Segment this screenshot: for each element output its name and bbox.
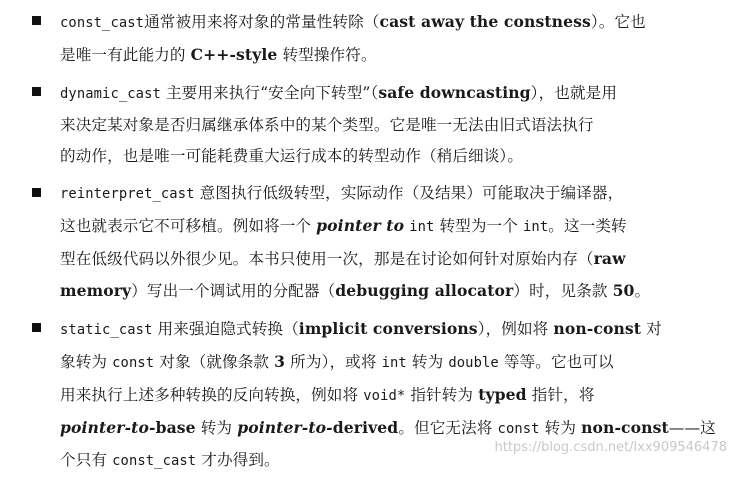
- paragraph-line: [60, 6, 715, 39]
- paragraph-reinterpret-cast: [60, 178, 715, 307]
- text-run: 通常被用来将对象的常量性转除（: [144, 13, 380, 31]
- bullet-square-icon: [32, 87, 41, 96]
- text-run: 50: [612, 281, 635, 300]
- bullet-item-dynamic-cast: [24, 77, 715, 172]
- text-run: 型在低级代码以外很少见。本书只使用一次，那是在讨论如何针对原始内存（: [60, 250, 594, 268]
- paragraph-dynamic-cast: [60, 77, 715, 172]
- text-run: memory: [60, 281, 132, 300]
- bullet-item-reinterpret-cast: [24, 178, 715, 307]
- text-run: ），例如将: [477, 320, 554, 338]
- code-token: int: [523, 219, 549, 235]
- text-run: 3: [274, 352, 286, 371]
- paragraph-line: [60, 243, 715, 275]
- text-run: 来决定某对象是否归属继承体系中的某个类型。它是唯一无法由旧式语法执行: [60, 116, 594, 134]
- text-run: 指针转为: [405, 386, 479, 404]
- code-token: double: [448, 355, 499, 371]
- bullet-item-const-cast: [24, 6, 715, 71]
- text-run: 指针，将: [526, 386, 595, 404]
- text-run: 的动作，也是唯一可能耗费重大运行成本的转型动作（稍后细谈）。: [60, 147, 524, 165]
- text-run: 是唯一有此能力的: [60, 46, 191, 64]
- text-run: 对: [641, 320, 662, 338]
- paragraph-line: [60, 39, 715, 71]
- text-run: 。: [634, 282, 651, 300]
- text-run: non-const: [553, 319, 642, 338]
- text-run: safe downcasting: [378, 83, 531, 102]
- code-token: static_cast: [60, 322, 153, 338]
- code-token: const_cast: [112, 453, 197, 469]
- code-token: reinterpret_cast: [60, 186, 195, 202]
- text-run: ）写出一个调试用的分配器（: [131, 282, 336, 300]
- paragraph-line: [60, 346, 715, 379]
- code-token: dynamic_cast: [60, 86, 161, 102]
- watermark-text: https://blog.csdn.net/lxx909546478: [494, 440, 727, 455]
- text-run: pointer to: [316, 216, 405, 235]
- text-run: 意图执行低级转型，实际动作（及结果）可能取决于编译器，: [194, 184, 624, 202]
- text-run: 等等。它也可以: [498, 353, 614, 371]
- paragraph-line: [60, 275, 715, 307]
- text-run: 用来执行上述多种转换的反向转换，例如将: [60, 386, 364, 404]
- text-run: 转为: [195, 419, 238, 437]
- text-run: pointer-to-: [60, 418, 156, 437]
- text-run: ）时，见条款: [513, 282, 613, 300]
- paragraph-const-cast: [60, 6, 715, 71]
- code-token: void*: [363, 388, 406, 404]
- text-run: typed: [478, 385, 527, 404]
- paragraph-line: [60, 77, 715, 110]
- paragraph-line: [60, 313, 715, 346]
- paragraph-line: [60, 178, 715, 210]
- text-run: 主要用来执行“安全向下转型”（: [160, 84, 379, 102]
- paragraph-line: [60, 210, 715, 243]
- text-run: 用来强迫隐式转换（: [152, 320, 299, 338]
- text-run: pointer-to-: [237, 418, 333, 437]
- text-run: 所为），或将: [285, 353, 382, 371]
- text-run: 才办得到。: [196, 451, 280, 469]
- text-run: non-const: [581, 418, 669, 437]
- text-run: derived: [332, 418, 399, 437]
- code-token: const: [112, 355, 155, 371]
- text-run: C++-style: [190, 45, 278, 64]
- text-run: 转型操作符。: [277, 46, 377, 64]
- bullet-square-icon: [32, 188, 41, 197]
- text-run: ）。它也: [590, 13, 646, 31]
- text-run: raw: [593, 249, 626, 268]
- text-run: 。但它无法将: [398, 419, 498, 437]
- paragraph-line: [60, 379, 715, 412]
- code-token: int: [381, 355, 407, 371]
- code-token: const: [497, 421, 540, 437]
- text-run: implicit conversions: [298, 319, 478, 338]
- bullet-square-icon: [32, 16, 41, 25]
- text-run: 转型为一个: [434, 217, 524, 235]
- paragraph-line: [60, 141, 715, 172]
- text-run: base: [155, 418, 196, 437]
- text-run: 对象（就像条款: [154, 353, 275, 371]
- text-run: 。这一类转: [548, 217, 627, 235]
- text-run: 象转为: [60, 353, 113, 371]
- text-run: 个只有: [60, 451, 113, 469]
- code-token: int: [409, 219, 435, 235]
- text-run: ——这: [668, 419, 716, 437]
- text-run: debugging allocator: [335, 281, 514, 300]
- paragraph-line: [60, 110, 715, 141]
- text-run: cast away the constness: [379, 12, 591, 31]
- bullet-square-icon: [32, 323, 41, 332]
- text-run: ），也就是用: [530, 84, 618, 102]
- text-run: 转为: [539, 419, 582, 437]
- code-token: const_cast: [60, 15, 145, 31]
- text-run: 这也就表示它不可移植。例如将一个: [60, 217, 317, 235]
- text-run: 转为: [406, 353, 449, 371]
